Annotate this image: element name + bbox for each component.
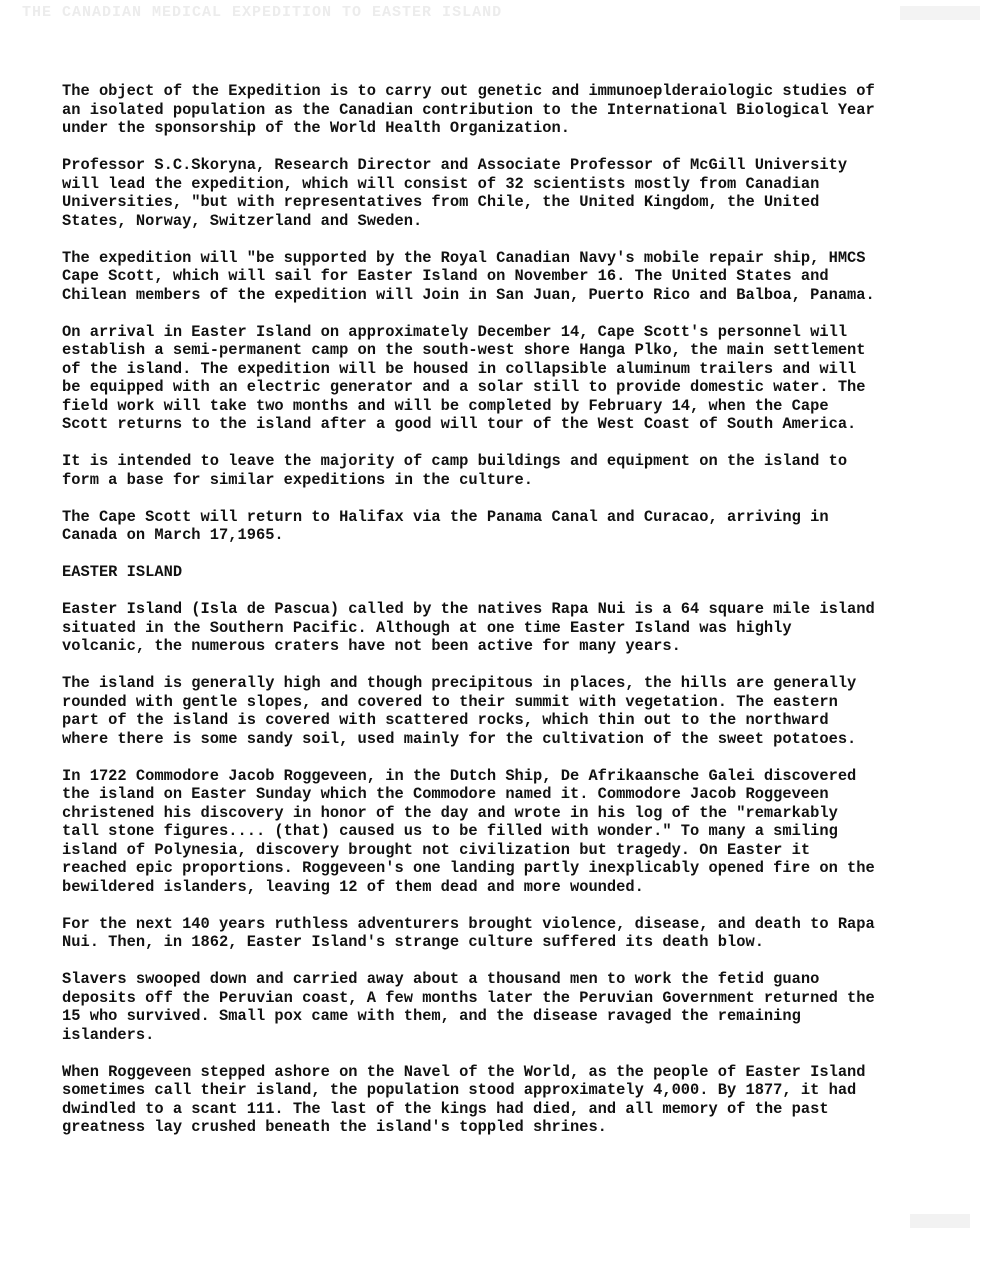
faded-header-text: THE CANADIAN MEDICAL EXPEDITION TO EASTER ISLAND bbox=[22, 4, 503, 21]
paragraph-slavers: Slavers swooped down and carried away about a thousand men to work the fetid guano deposits off the Peruvian coast, A few months later the Peruvian Government returned the 15 who survived. Small pox came with them, and the disease ravaged the remaining islanders. bbox=[62, 970, 875, 1044]
section-heading-easter-island: EASTER ISLAND bbox=[62, 563, 183, 581]
paragraph-navy-support: The expedition will "be supported by the Royal Canadian Navy's mobile repair ship, HMCS Cape Scott, which will sail for Easter Island on November 16. The United States and Chilean members of the expedition will Join in San Juan, Puerto Rico and Balboa, Panama. bbox=[62, 248, 875, 304]
paragraph-camp-arrival: On arrival in Easter Island on approximately December 14, Cape Scott's personnel will establish a semi-permanent camp on the south-west shore Hanga Plko, the main settlement of the island. The expedition will be housed in collapsible aluminum trailers and will be equipped with an electric generator and a solar still to provide domestic water. The field work will take two months and will be completed by February 14, when the Cape Scott returns to the island after a good will tour of the West Coast of South America. bbox=[62, 322, 866, 433]
paragraph-expedition-object: The object of the Expedition is to carry out genetic and immunoeplderaiologic studies of an isolated population as the Canadian contribution to the International Biological Year under the sponsorship of the World Health Organization. bbox=[62, 82, 875, 137]
paragraph-adventurers: For the next 140 years ruthless adventurers brought violence, disease, and death to Rapa Nui. Then, in 1862, Easter Island's strange culture suffered its death blow. bbox=[62, 914, 875, 951]
paragraph-return-route: The Cape Scott will return to Halifax via the Panama Canal and Curacao, arriving in Canada on March 17,1965. bbox=[62, 507, 829, 544]
paragraph-camp-buildings: It is intended to leave the majority of camp buildings and equipment on the island to form a base for similar expeditions in the culture. bbox=[62, 452, 848, 489]
document-body bbox=[62, 82, 938, 1155]
paragraph-island-description: Easter Island (Isla de Pascua) called by the natives Rapa Nui is a 64 square mile island situated in the Southern Pacific. Although at one time Easter Island was highly volcanic, the numerous craters have not been active for many years. bbox=[62, 600, 875, 655]
paragraph-island-terrain: The island is generally high and though precipitous in places, the hills are generally rounded with gentle slopes, and covered to their summit with vegetation. The eastern part of the island is covered with scattered rocks, which thin out to the northward where there is some sandy soil, used mainly for the cultivation of the sweet potatoes. bbox=[62, 674, 857, 748]
paragraph-expedition-leader: Professor S.C.Skoryna, Research Director and Associate Professor of McGill University will lead the expedition, which will consist of 32 scientists mostly from Canadian Universities, "but with representatives from Chile, the United Kingdom, the United States, Norway, Switzerland and Sweden. bbox=[62, 156, 848, 230]
paragraph-population: When Roggeveen stepped ashore on the Navel of the World, as the people of Easter Island sometimes call their island, the population stood approximately 4,000. By 1877, it had dwindled to a scant 111. The last of the kings had died, and all memory of the past greatness lay crushed beneath the island's toppled shrines. bbox=[62, 1062, 866, 1136]
faded-footer-mark bbox=[910, 1214, 970, 1228]
paragraph-discovery: In 1722 Commodore Jacob Roggeveen, in the Dutch Ship, De Afrikaansche Galei discovered the island on Easter Sunday which the Commodore named it. Commodore Jacob Roggeveen christened his discovery in honor of the day and wrote in his log of the "remarkably tall stone figures.... (that) caused us to be filled with wonder." To many a smiling island of Polynesia, discovery brought not civilization but tragedy. On Easter it reached epic proportions. Roggeveen's one landing partly inexplicably opened fire on the bewildered islanders, leaving 12 of them dead and more wounded. bbox=[62, 766, 875, 896]
faded-header-mark bbox=[900, 6, 980, 20]
